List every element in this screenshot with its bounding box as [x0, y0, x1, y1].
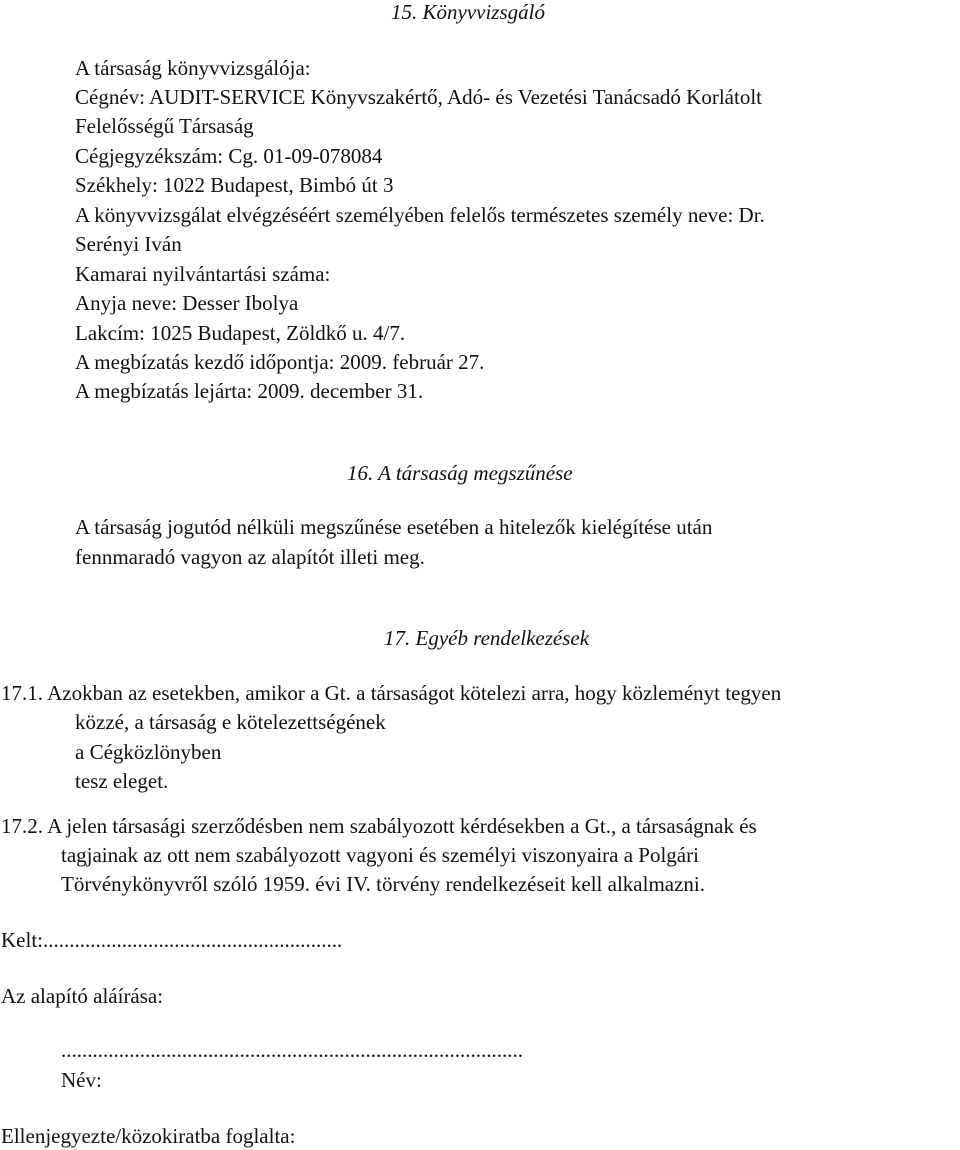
company-name-line-2: Felelősségű Társaság — [75, 114, 254, 138]
company-name-line-1: Cégnév: AUDIT-SERVICE Könyvszakértő, Adó- és Vezetési Tanácsadó Korlátolt — [75, 85, 762, 109]
clause-17-1-line-1: 17.1. Azokban az esetekben, amikor a Gt. a társaságot kötelezi arra, hogy közleményt tegyen — [1, 681, 782, 705]
address: Lakcím: 1025 Budapest, Zöldkő u. 4/7. — [75, 321, 406, 345]
section-15-heading: 15. Könyvvizsgáló — [391, 0, 545, 24]
auditor-intro: A társaság könyvvizsgálója: — [75, 56, 311, 80]
section-16-heading: 16. A társaság megszűnése — [347, 461, 573, 485]
dissolution-text-line-2: fennmaradó vagyon az alapítót illeti meg. — [75, 545, 425, 569]
countersign-label: Ellenjegyezte/közokiratba foglalta: — [1, 1124, 296, 1148]
clause-17-1-line-3: a Cégközlönyben — [75, 740, 222, 764]
mandate-end: A megbízatás lejárta: 2009. december 31. — [75, 379, 424, 403]
signature-label: Az alapító aláírása: — [1, 984, 164, 1008]
mandate-start: A megbízatás kezdő időpontja: 2009. február 27. — [75, 350, 485, 374]
clause-17-2-line-3: Törvénykönyvről szóló 1959. évi IV. törvény rendelkezéseit kell alkalmazni. — [61, 872, 706, 896]
dissolution-text-line-1: A társaság jogutód nélküli megszűnése esetében a hitelezők kielégítése után — [75, 515, 713, 539]
responsible-person-line-2: Serényi Iván — [75, 232, 182, 256]
mother-name: Anyja neve: Desser Ibolya — [75, 291, 299, 315]
headquarters: Székhely: 1022 Budapest, Bimbó út 3 — [75, 173, 394, 197]
name-label: Név: — [61, 1068, 102, 1092]
chamber-registration: Kamarai nyilvántartási száma: — [75, 262, 331, 286]
date-line: Kelt:......................................................... — [1, 928, 343, 952]
clause-17-2-line-1: 17.2. A jelen társasági szerződésben nem szabályozott kérdésekben a Gt., a társaságnak és — [1, 814, 757, 838]
clause-17-1-line-4: tesz eleget. — [75, 769, 169, 793]
clause-17-2-line-2: tagjainak az ott nem szabályozott vagyoni és személyi viszonyaira a Polgári — [61, 843, 699, 867]
section-17-heading: 17. Egyéb rendelkezések — [384, 626, 590, 650]
registration-number: Cégjegyzékszám: Cg. 01-09-078084 — [75, 144, 383, 168]
responsible-person-line-1: A könyvvizsgálat elvégzéséért személyében felelős természetes személy neve: Dr. — [75, 203, 765, 227]
clause-17-1-line-2: közzé, a társaság e kötelezettségének — [75, 710, 386, 734]
signature-dotted-line: ........................................................................................ — [61, 1038, 523, 1062]
